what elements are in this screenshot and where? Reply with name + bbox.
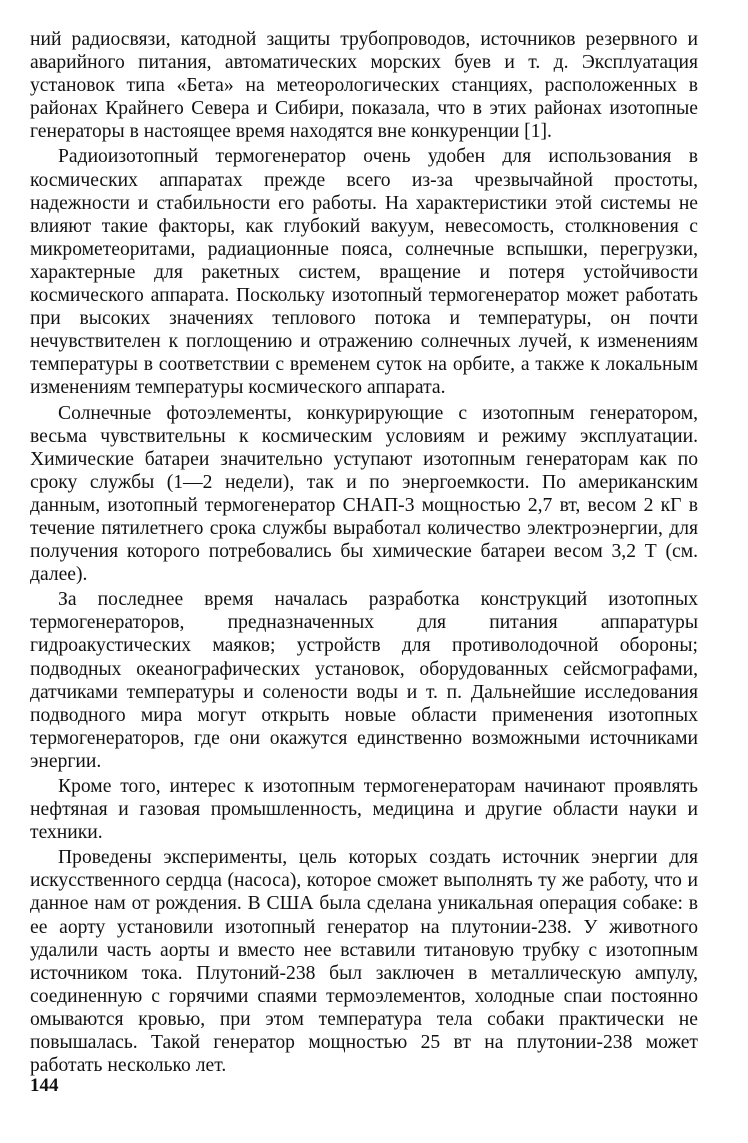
paragraph-solar-vs-isotope: Солнечные фотоэлементы, конкурирующие с изотопным генератором, весьма чувствительны к космическим условиям и режиму эксплуатации. Химические батареи значительно уступают изотопным генераторам как по сроку службы (1—2 недели), так и по энергоемкости. По американским данным, изотопный термогенератор СНАП-3 мощностью 2,7 вт, весом 2 кГ в течение пятилетнего срока службы выработал количество электроэнергии, для получения которого потребовались бы химические батареи весом 3,2 Т (см. далее).	[30, 402, 698, 586]
paragraph-space-rtg: Радиоизотопный термогенератор очень удобен для использования в космических аппаратах прежде всего из-за чрезвычайной простоты, надежности и стабильности его работы. На характеристики этой системы не влияют такие факторы, как глубокий вакуум, невесомость, столкновения с микрометеоритами, радиационные пояса, солнечные вспышки, перегрузки, характерные для ракетных систем, вращение и потеря устойчивости космического аппарата. Поскольку изотопный термогенератор может работать при высоких значениях теплового потока и температуры, он почти нечувствителен к поглощению и отражению солнечных лучей, к изменениям температуры в соответствии с временем суток на орбите, а также к локальным изменениям температуры космического аппарата.	[30, 146, 698, 399]
paragraph-industry: Кроме того, интерес к изотопным термогенераторам начинают проявлять нефтяная и газовая промышленность, медицина и другие области науки и техники.	[30, 776, 698, 844]
paragraph-continuation: ний радиосвязи, катодной защиты трубопроводов, источников резервного и аварийного питания, автоматических морских буев и т. д. Эксплуатация установок типа «Бета» на метеорологических станциях, расположенных в районах Крайнего Севера и Сибири, показала, что в этих районах изотопные генераторы в настоящее время находятся вне конкуренции [1].	[30, 29, 698, 143]
page-body	[30, 28, 698, 1077]
paragraph-artificial-heart: Проведены эксперименты, цель которых создать источник энергии для искусственного сердца (насоса), которое сможет выполнять ту же работу, что и данное нам от рождения. В США была сделана уникальная операция собаке: в ее аорту установили изотопный генератор на плутонии-238. У животного удалили часть аорты и вместо нее вставили титановую трубку с изотопным источником тока. Плутоний-238 был заключен в металлическую ампулу, соединенную с горячими спаями термоэлементов, холодные спаи постоянно омываются кровью, при этом температура тела собаки практически не повышалась. Такой генератор мощностью 25 вт на плутонии-238 может работать несколько лет.	[30, 847, 698, 1077]
page-number: 144	[30, 1075, 59, 1096]
paragraph-underwater: За последнее время началась разработка конструкций изотопных термогенераторов, предназначенных для питания аппаратуры гидроакустических маяков; устройств для противолодочной обороны; подводных океанографических установок, оборудованных сейсмографами, датчиками температуры и солености воды и т. п. Дальнейшие исследования подводного мира могут открыть новые области применения изотопных термогенераторов, где они окажутся единственно возможными источниками энергии.	[30, 589, 698, 772]
